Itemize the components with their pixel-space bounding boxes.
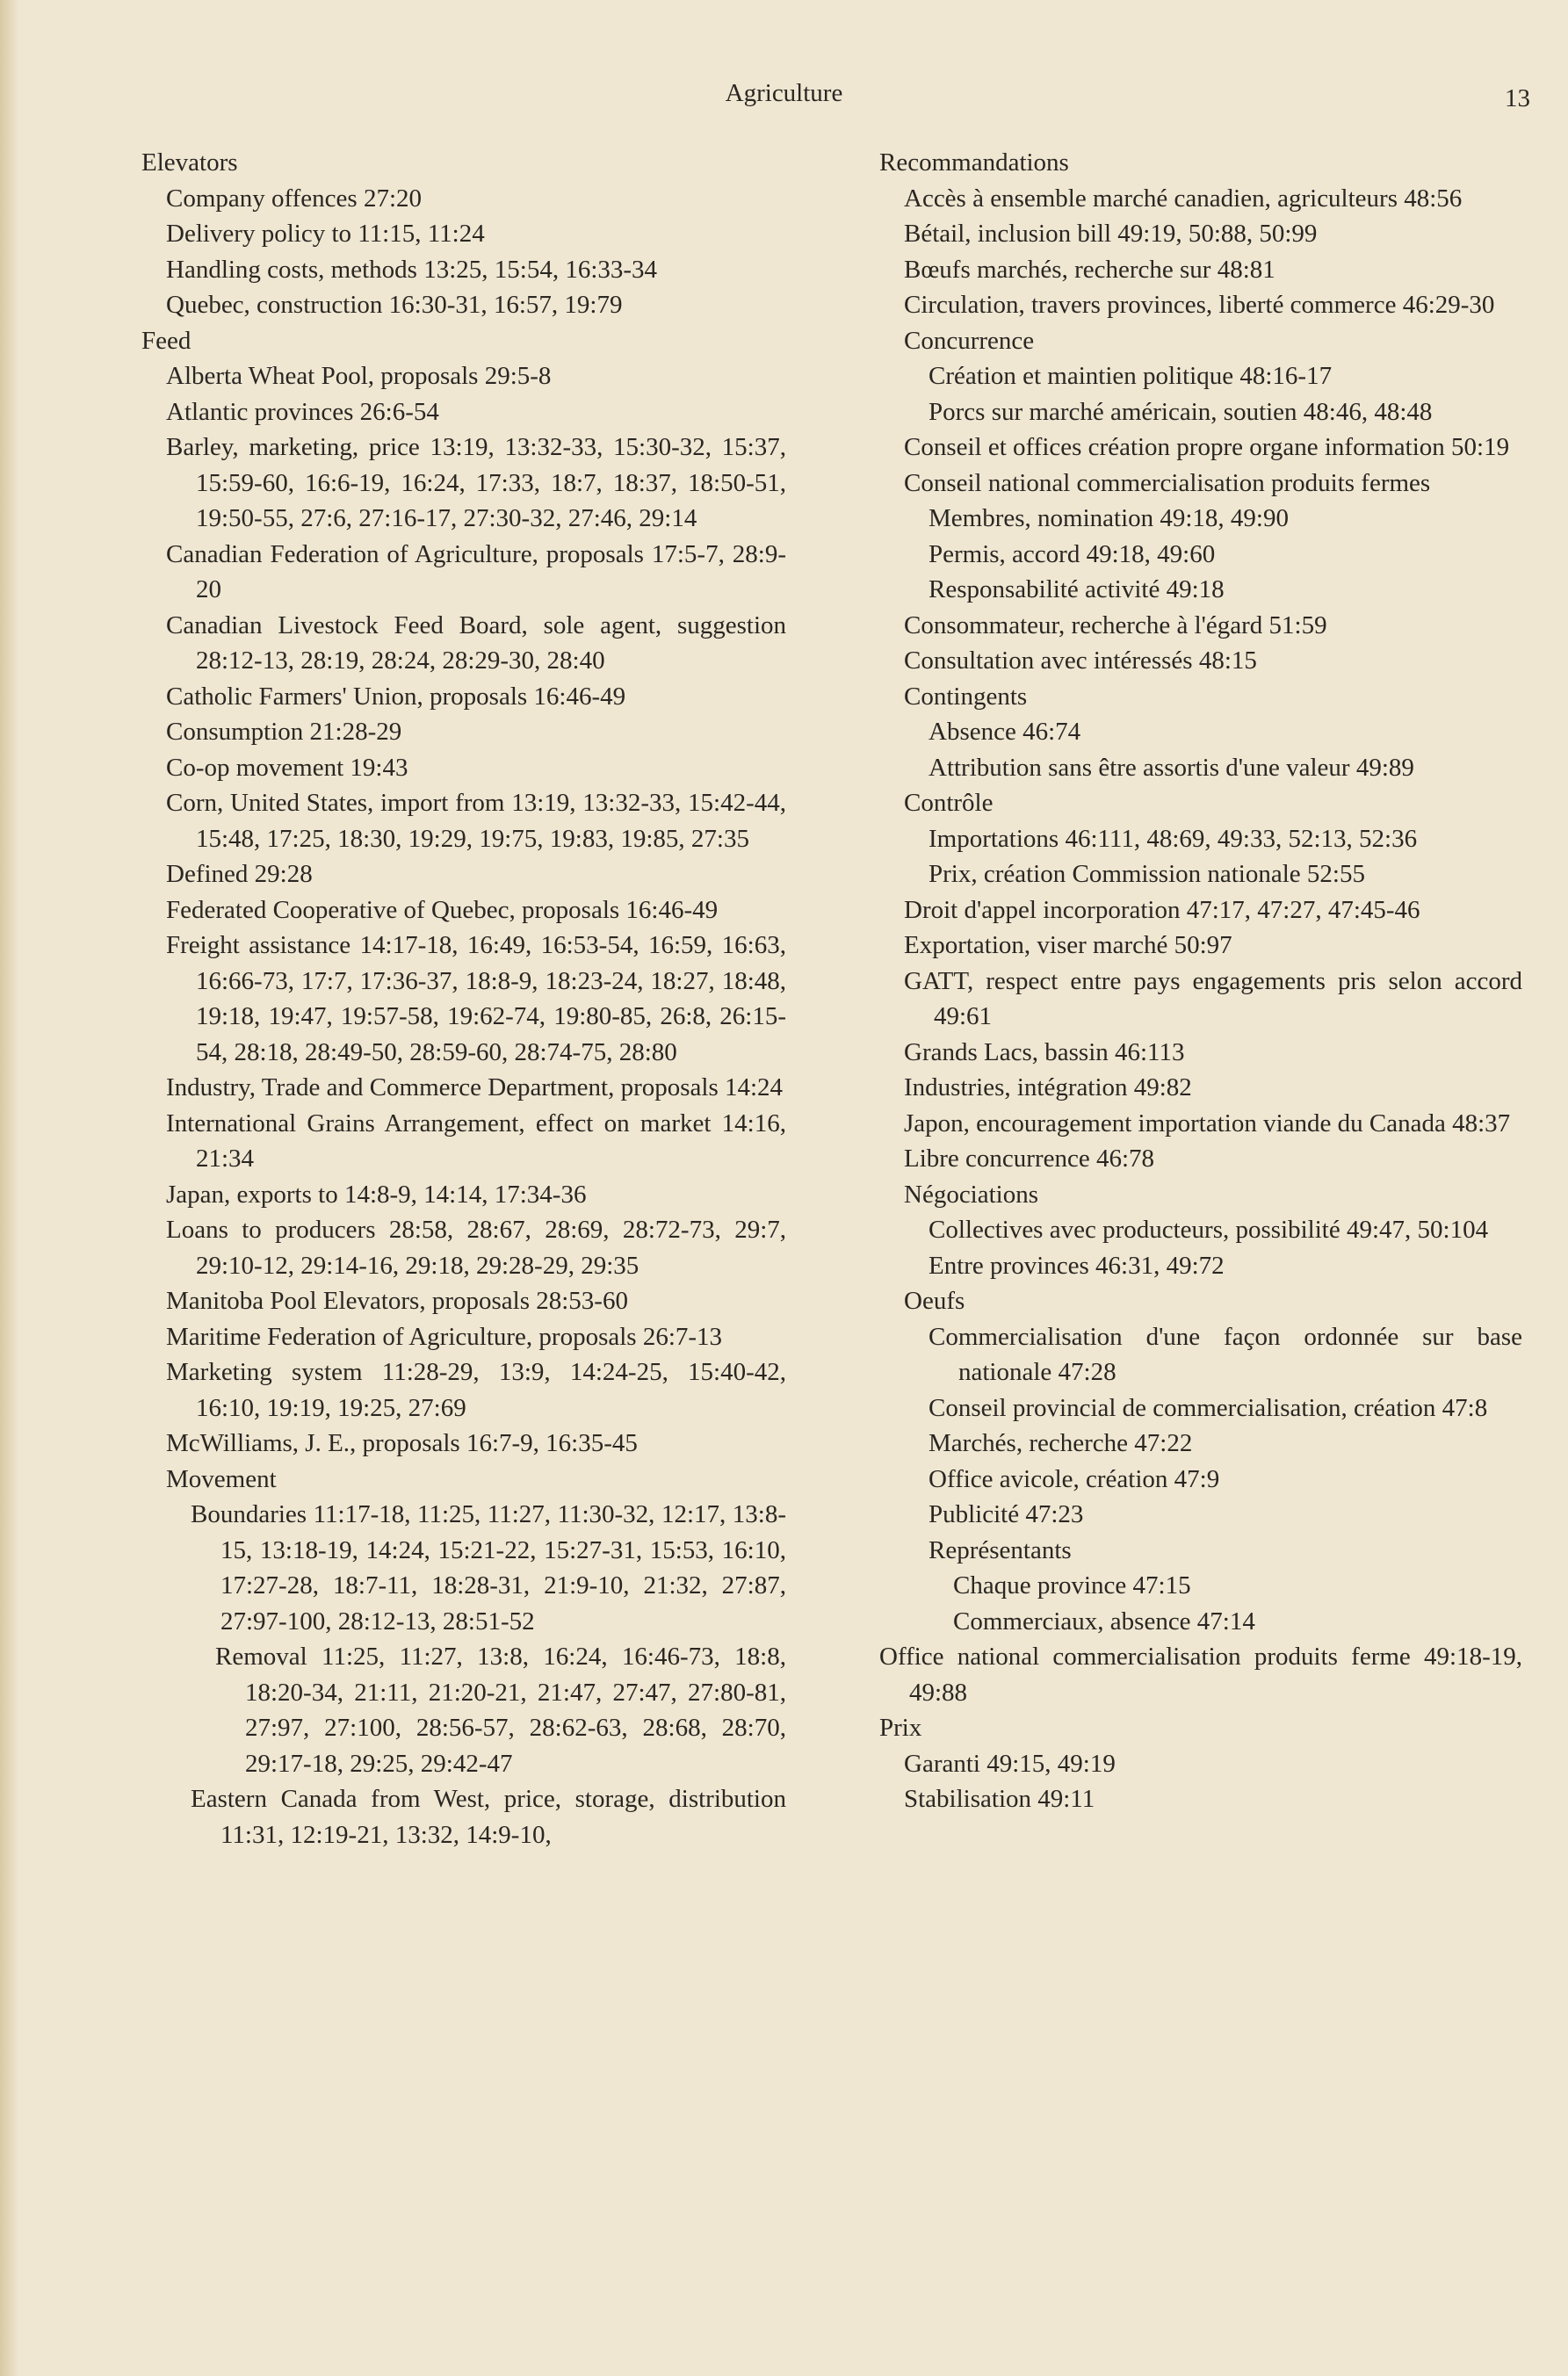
index-entry: Absence 46:74 bbox=[929, 718, 1081, 746]
index-entry: Oeufs bbox=[904, 1287, 965, 1315]
index-entry: Consumption 21:28-29 bbox=[166, 718, 402, 746]
index-entry: Marchés, recherche 47:22 bbox=[929, 1429, 1193, 1457]
index-entry: Office national commercialisation produits ferme 49:18-19, 49:88 bbox=[879, 1643, 1522, 1707]
index-entry: Conseil et offices création propre organe information 50:19 bbox=[904, 433, 1510, 461]
index-entry: Responsabilité activité 49:18 bbox=[929, 575, 1225, 603]
index-entry: Publicité 47:23 bbox=[929, 1500, 1084, 1528]
index-column-left bbox=[117, 145, 786, 1852]
index-entry: Négociations bbox=[904, 1180, 1039, 1209]
index-entry: Consultation avec intéressés 48:15 bbox=[904, 646, 1257, 675]
index-entry: Japon, encouragement importation viande du Canada 48:37 bbox=[904, 1109, 1511, 1137]
index-entry: Loans to producers 28:58, 28:67, 28:69, 28:72-73, 29:7, 29:10-12, 29:14-16, 29:18, 29:28-29, 29:35 bbox=[166, 1216, 786, 1280]
index-entry: Maritime Federation of Agriculture, proposals 26:7-13 bbox=[166, 1322, 723, 1351]
index-entry: Accès à ensemble marché canadien, agriculteurs 48:56 bbox=[904, 184, 1463, 213]
running-header: Agriculture bbox=[725, 79, 843, 107]
index-entry: Removal 11:25, 11:27, 13:8, 16:24, 16:46-73, 18:8, 18:20-34, 21:11, 21:20-21, 21:47, 27:47, 27:80-81, 27:97, 27:100, 28:56-57, 28:62-63, 28:68, 28:70, 29:17-18, 29:25, 29:42-47 bbox=[215, 1643, 786, 1778]
index-entry: International Grains Arrangement, effect on market 14:16, 21:34 bbox=[166, 1109, 786, 1173]
index-entry: Canadian Livestock Feed Board, sole agent, suggestion 28:12-13, 28:19, 28:24, 28:29-30, 28:40 bbox=[166, 610, 786, 675]
index-entry: Libre concurrence 46:78 bbox=[904, 1145, 1155, 1173]
index-entry: Office avicole, création 47:9 bbox=[929, 1464, 1220, 1493]
index-entry: Garanti 49:15, 49:19 bbox=[904, 1749, 1116, 1778]
index-entry: Permis, accord 49:18, 49:60 bbox=[929, 539, 1216, 568]
index-entry: Porcs sur marché américain, soutien 48:46, 48:48 bbox=[929, 397, 1433, 426]
index-entry: Exportation, viser marché 50:97 bbox=[904, 931, 1232, 959]
index-entry: Bœufs marchés, recherche sur 48:81 bbox=[904, 255, 1275, 284]
index-entry: Marketing system 11:28-29, 13:9, 14:24-25, 15:40-42, 16:10, 19:19, 19:25, 27:69 bbox=[166, 1358, 786, 1422]
index-entry: Alberta Wheat Pool, proposals 29:5-8 bbox=[166, 362, 552, 390]
index-entry: McWilliams, J. E., proposals 16:7-9, 16:35-45 bbox=[166, 1429, 638, 1457]
index-entry: Grands Lacs, bassin 46:113 bbox=[904, 1037, 1185, 1066]
index-entry: Industries, intégration 49:82 bbox=[904, 1073, 1192, 1101]
index-entry: Catholic Farmers' Union, proposals 16:46-49 bbox=[166, 682, 626, 711]
index-entry: Japan, exports to 14:8-9, 14:14, 17:34-36 bbox=[166, 1180, 587, 1209]
index-entry: Chaque province 47:15 bbox=[953, 1571, 1191, 1600]
index-entry: Boundaries 11:17-18, 11:25, 11:27, 11:30-32, 12:17, 13:8-15, 13:18-19, 14:24, 15:21-22, 15:27-31, 15:53, 16:10, 17:27-28, 18:7-11, 18:28-31, 21:9-10, 21:32, 27:87, 27:97-100, 28:12-13, 28:51-52 bbox=[191, 1500, 786, 1636]
index-entry: Commercialisation d'une façon ordonnée sur base nationale 47:28 bbox=[929, 1322, 1522, 1386]
index-entry: Prix bbox=[879, 1714, 922, 1742]
index-entry: Handling costs, methods 13:25, 15:54, 16:33-34 bbox=[166, 255, 658, 284]
index-entry: Contrôle bbox=[904, 789, 994, 817]
index-entry: GATT, respect entre pays engagements pris selon accord 49:61 bbox=[904, 966, 1522, 1030]
index-entry: Conseil provincial de commercialisation, création 47:8 bbox=[929, 1393, 1488, 1422]
index-entry: Conseil national commercialisation produits fermes bbox=[904, 468, 1431, 497]
index-entry: Consommateur, recherche à l'égard 51:59 bbox=[904, 610, 1327, 639]
index-entry: Droit d'appel incorporation 47:17, 47:27, 47:45-46 bbox=[904, 895, 1420, 924]
index-entry: Freight assistance 14:17-18, 16:49, 16:53-54, 16:59, 16:63, 16:66-73, 17:7, 17:36-37, 18:8-9, 18:23-24, 18:27, 18:48, 19:18, 19:47, 19:57-58, 19:62-74, 19:80-85, 26:8, 26:15-54, 28:18, 28:49-50, 28:59-60, 28:74-75, 28:80 bbox=[166, 931, 786, 1066]
index-entry: Attribution sans être assortis d'une valeur 49:89 bbox=[929, 753, 1414, 782]
index-entry: Delivery policy to 11:15, 11:24 bbox=[166, 220, 485, 248]
index-entry: Bétail, inclusion bill 49:19, 50:88, 50:99 bbox=[904, 220, 1318, 248]
page-binding-edge bbox=[0, 0, 19, 2376]
index-entry: Co-op movement 19:43 bbox=[166, 753, 408, 782]
index-entry: Membres, nomination 49:18, 49:90 bbox=[929, 504, 1289, 532]
index-entry: Importations 46:111, 48:69, 49:33, 52:13, 52:36 bbox=[929, 824, 1418, 853]
index-entry: Feed bbox=[141, 326, 191, 355]
index-entry: Entre provinces 46:31, 49:72 bbox=[929, 1251, 1225, 1280]
index-entry: Commerciaux, absence 47:14 bbox=[953, 1607, 1255, 1636]
index-entry: Movement bbox=[166, 1464, 277, 1493]
index-entry: Concurrence bbox=[904, 326, 1035, 355]
index-entry: Corn, United States, import from 13:19, 13:32-33, 15:42-44, 15:48, 17:25, 18:30, 19:29, 19:75, 19:83, 19:85, 27:35 bbox=[166, 789, 786, 853]
index-entry: Company offences 27:20 bbox=[166, 184, 423, 213]
index-entry: Création et maintien politique 48:16-17 bbox=[929, 362, 1333, 390]
index-entry: Représentants bbox=[929, 1535, 1072, 1564]
index-entry: Stabilisation 49:11 bbox=[904, 1785, 1095, 1813]
index-entry: Quebec, construction 16:30-31, 16:57, 19:79 bbox=[166, 291, 623, 319]
index-entry: Eastern Canada from West, price, storage, distribution 11:31, 12:19-21, 13:32, 14:9-10, bbox=[191, 1785, 786, 1849]
index-entry: Atlantic provinces 26:6-54 bbox=[166, 397, 439, 426]
index-entry: Contingents bbox=[904, 682, 1028, 711]
index-entry: Federated Cooperative of Quebec, proposals 16:46-49 bbox=[166, 895, 719, 924]
index-column-right bbox=[855, 145, 1522, 1817]
index-entry: Collectives avec producteurs, possibilité 49:47, 50:104 bbox=[929, 1216, 1489, 1244]
index-entry: Circulation, travers provinces, liberté commerce 46:29-30 bbox=[904, 291, 1495, 319]
index-entry: Barley, marketing, price 13:19, 13:32-33, 15:30-32, 15:37, 15:59-60, 16:6-19, 16:24, 17:33, 18:7, 18:37, 18:50-51, 19:50-55, 27:6, 27:16-17, 27:30-32, 27:46, 29:14 bbox=[166, 433, 786, 532]
index-entry: Elevators bbox=[141, 148, 238, 177]
page-number: 13 bbox=[1505, 84, 1530, 112]
index-entry: Recommandations bbox=[879, 148, 1069, 177]
index-entry: Defined 29:28 bbox=[166, 860, 313, 888]
index-entry: Canadian Federation of Agriculture, proposals 17:5-7, 28:9-20 bbox=[166, 539, 786, 603]
index-entry: Industry, Trade and Commerce Department, proposals 14:24 bbox=[166, 1073, 784, 1101]
index-entry: Prix, création Commission nationale 52:55 bbox=[929, 860, 1365, 888]
index-entry: Manitoba Pool Elevators, proposals 28:53-60 bbox=[166, 1287, 628, 1315]
